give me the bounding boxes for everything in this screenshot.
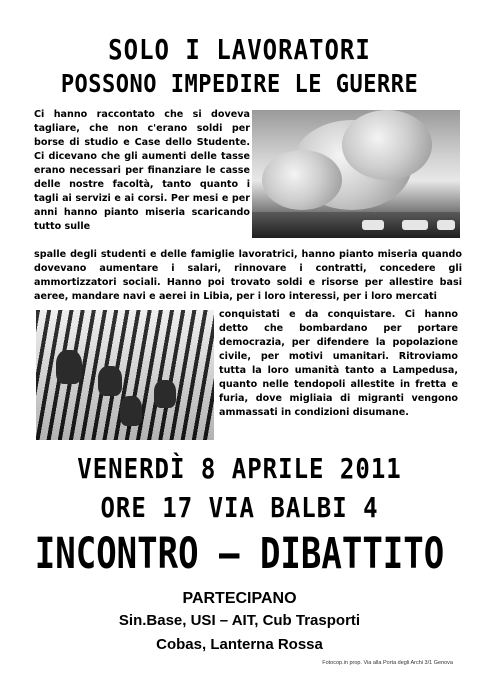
hand-shape	[154, 380, 176, 408]
event-title: INCONTRO – DIBATTITO	[34, 529, 445, 579]
participants-list-line-2: Cobas, Lanterna Rossa	[156, 636, 323, 653]
road-shape	[252, 212, 460, 238]
headline-line-2: POSSONO IMPEDIRE LE GUERRE	[60, 70, 419, 99]
event-date: VENERDÌ 8 APRILE 2011	[77, 452, 402, 486]
hand-shape	[98, 366, 122, 396]
car-shape	[402, 220, 428, 230]
article-paragraph-full: spalle degli studenti e delle famiglie lavoratrici, hanno pianto miseria quando dovevano aumentare i salari, rinnovare i contratti, concedere gli ammortizzatori sociali. Hanno poi trovato soldi e risorse per allestire basi aeree, mandare navi e aerei in Libia, per i loro interessi, per i loro mercati	[34, 249, 462, 302]
car-shape	[437, 220, 455, 230]
explosion-smoke-photo	[252, 110, 460, 238]
smoke-cloud-shape	[342, 110, 432, 180]
print-notice: Fotocop.in prop. Via alla Porta degli Archi 3/1 Genova	[322, 660, 453, 666]
article-paragraph-left: Ci hanno raccontato che si doveva tagliare, che non c'erano soldi per borse di studio e Case dello Studente. Ci dicevano che gli aumenti delle tasse erano necessari per finanziare le casse delle nostre facoltà, tanto quanto i tagli ai servizi e ai corsi. Per mesi e per anni hanno pianto miseria scaricando tutto sulle	[34, 109, 250, 232]
hands-on-fence-photo	[36, 310, 214, 440]
headline-line-1: SOLO I LAVORATORI	[108, 33, 371, 67]
participants-heading: PARTECIPANO	[182, 590, 297, 607]
smoke-cloud-shape	[262, 150, 342, 210]
article-paragraph-right: conquistati e da conquistare. Ci hanno detto che bombardano per portare democrazia, per difendere la popolazione civile, per motivi umanitari. Ritroviamo tutta la loro umanità tanto a Lampedusa, quanto nelle tendopoli allestite in fretta e furia, dove migliaia di migranti vengono ammassati in condizioni disumane.	[219, 309, 458, 418]
participants-list-line-1: Sin.Base, USI – AIT, Cub Trasporti	[118, 612, 361, 629]
hand-shape	[120, 396, 142, 426]
event-time-place: ORE 17 VIA BALBI 4	[100, 491, 379, 525]
car-shape	[362, 220, 384, 230]
hand-shape	[56, 350, 82, 384]
